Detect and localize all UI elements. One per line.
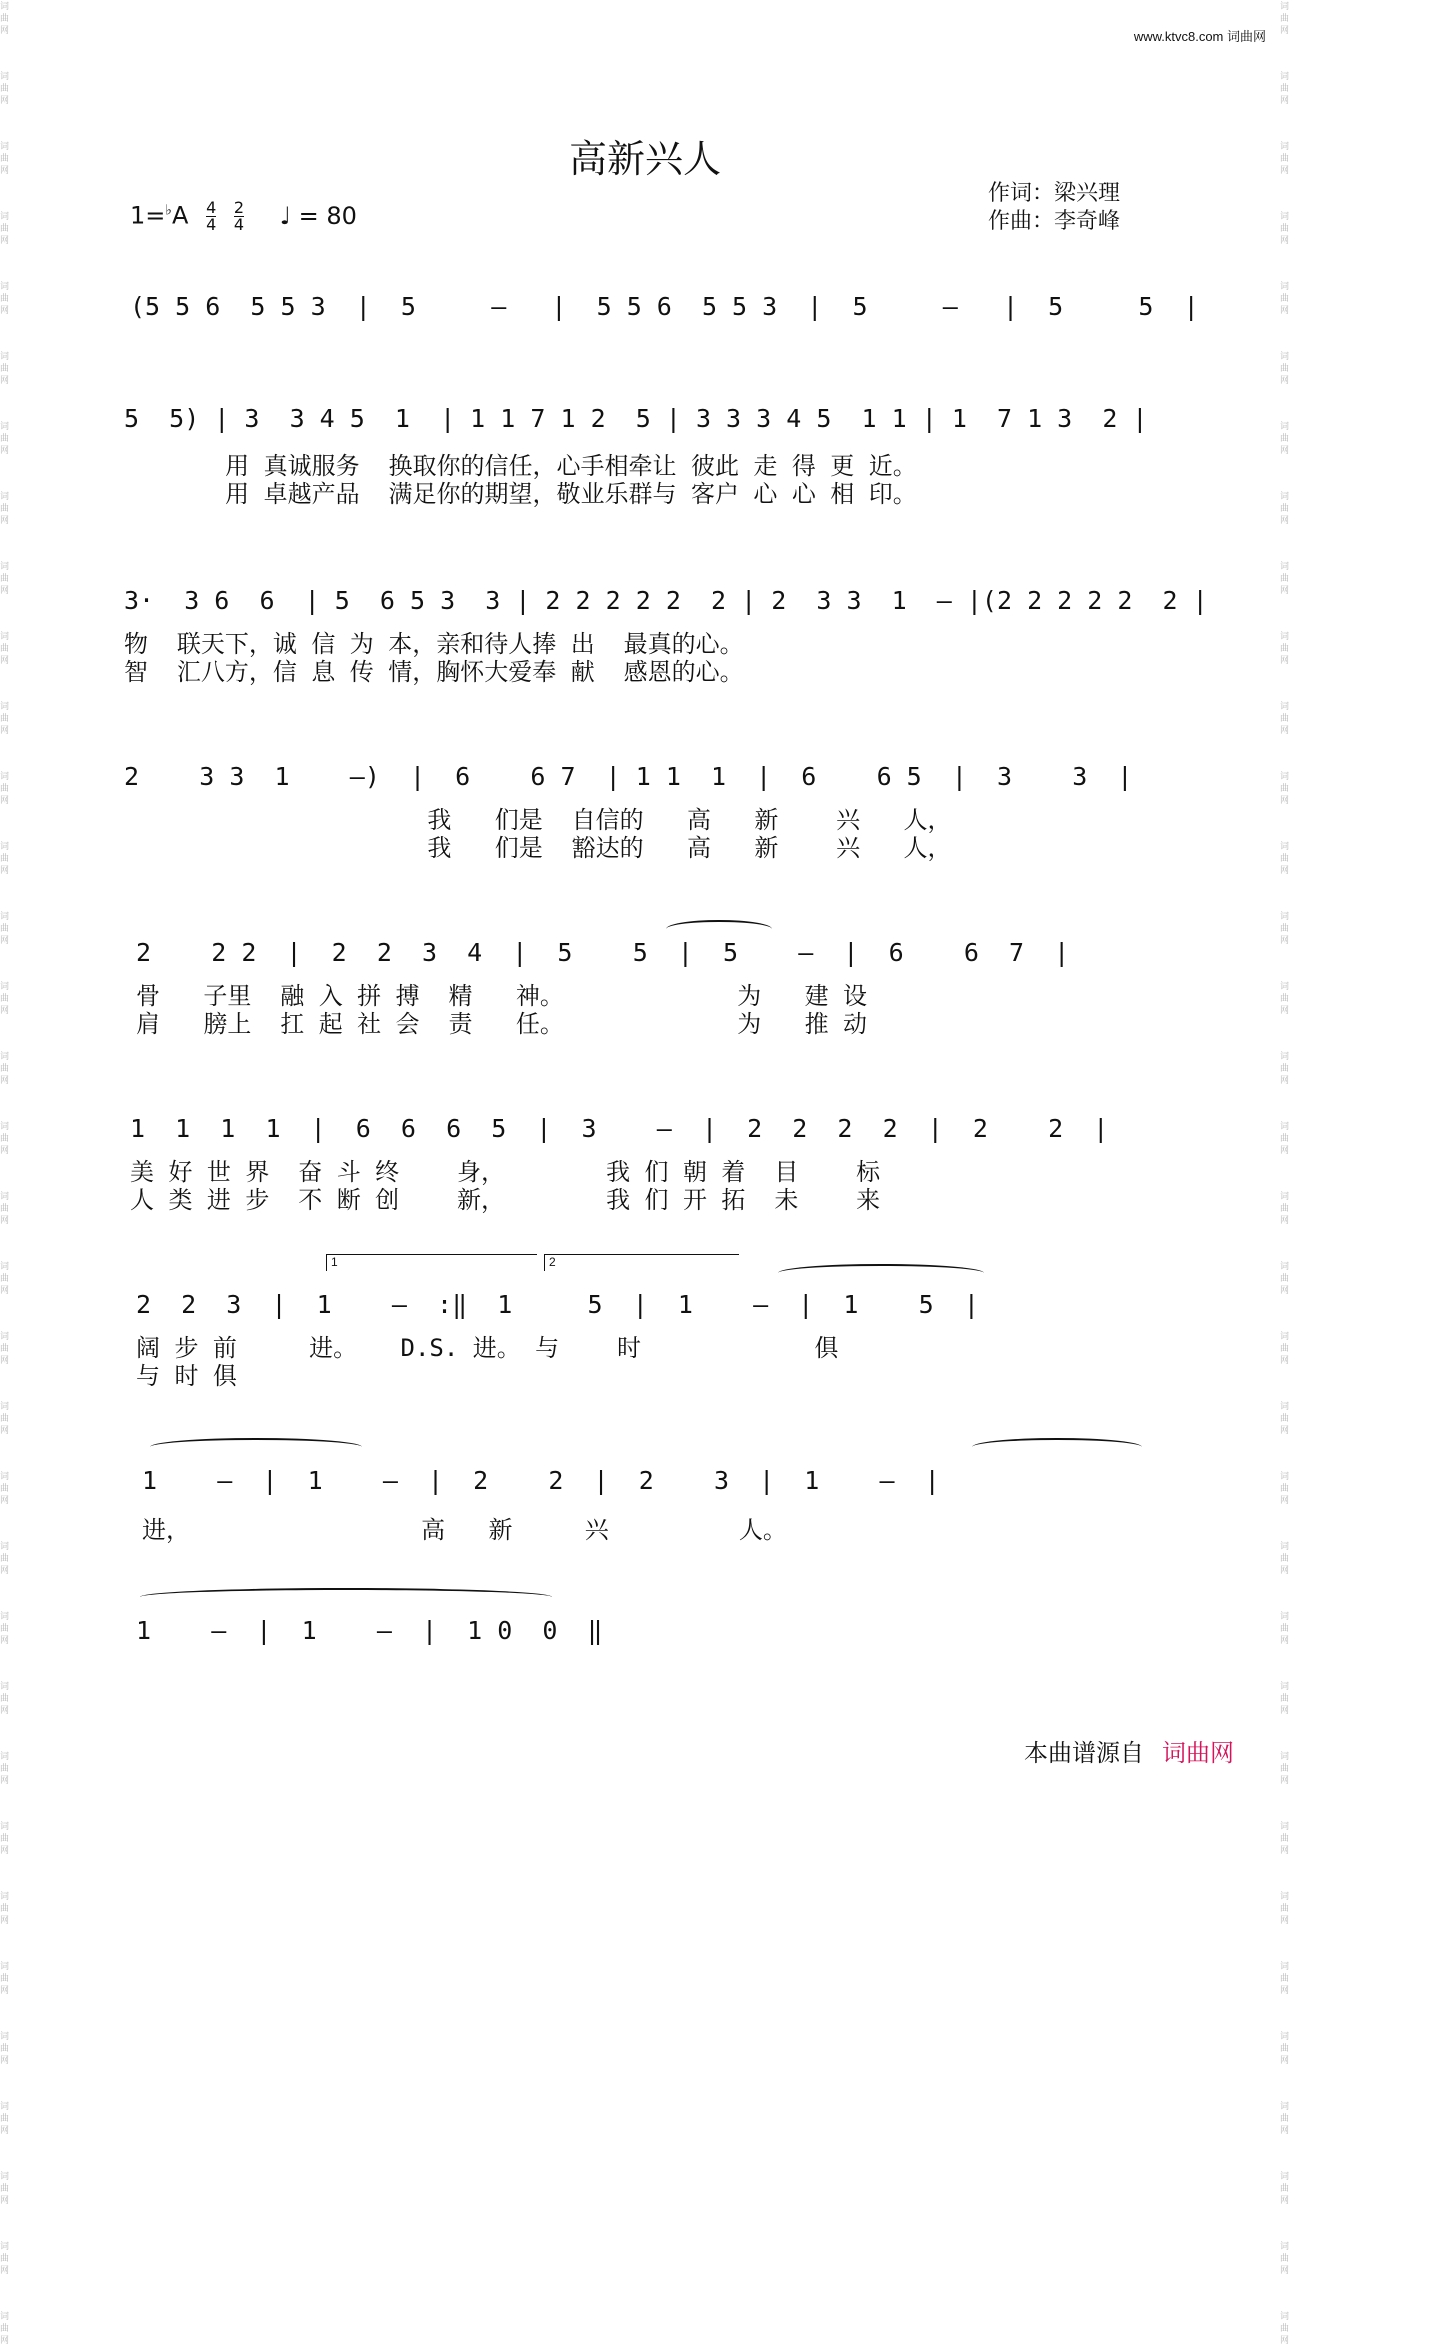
notes-line: 5 5) | 3 3 4 5 1 | 1 1 7 1 2 5 | 3 3 3 4 5 1 1 | 1 7 1 3 2 | (124, 404, 1148, 433)
time-signature-1: $\frac{4}{4}$ (206, 198, 217, 234)
source-label: 本曲谱源自 (1024, 1739, 1144, 1767)
notes-line: 1 — | 1 — | 2 2 | 2 3 | 1 — | (142, 1466, 940, 1495)
composer: 作曲：李奇峰 (988, 209, 1121, 234)
song-title: 高新兴人 (568, 137, 721, 181)
lyrics-verse-2: 我 们是 豁达的 高 新 兴 人， (124, 834, 952, 862)
time-signature-2: $\frac{2}{4}$ (233, 198, 245, 234)
notes-line: 2 2 2 | 2 2 3 4 | 5 5 | 5 — | 6 6 7 | (136, 938, 1070, 967)
lyrics-verse-2: 智 汇八方，信 息 传 情，胸怀大爱奉 献 感恩的心。 (124, 658, 744, 686)
key-signature: 1=♭A $\frac{4}{4}$ $\frac{2}{4}$ ♩ = 80 (130, 198, 357, 234)
tie-arc (778, 1264, 984, 1282)
tempo-mark: ♩ = 80 (279, 201, 357, 230)
lyrics-verse-1: 阔 步 前 进。 D.S. 进。 与 时 俱 (136, 1334, 839, 1362)
lyrics-verse-1: 进， 高 新 兴 人。 (142, 1516, 787, 1544)
lyricist: 作词：梁兴理 (988, 181, 1121, 206)
lyrics-verse-1: 用 真诚服务 换取你的信任，心手相牵让 彼此 走 得 更 近。 (124, 452, 917, 480)
lyrics-verse-1: 骨 子里 融 入 拼 搏 精 神。 为 建 设 (136, 982, 868, 1010)
watermark-left-strip: 词曲网 词曲网 词曲网 词曲网 词曲网 词曲网 词曲网 词曲网 词曲网 词曲网 词曲网 词曲网 词曲网 词曲网 词曲网 词曲网 词曲网 词曲网 词曲网 词曲网 词曲网 词曲网 词曲网 词曲网 词曲网 词曲网 词曲网 词曲网 词曲网 词曲网 词曲网 词曲网 词曲网 词曲网 (0, 1, 10, 2345)
notes-line: 3· 3 6 6 | 5 6 5 3 3 | 2 2 2 2 2 2 | 2 3 3 1 — |(2 2 2 2 2 2 | (124, 586, 1208, 615)
lyrics-verse-1: 我 们是 自信的 高 新 兴 人， (124, 806, 952, 834)
notes-line: 1 — | 1 — | 1 0 0 ‖ (136, 1616, 603, 1645)
notes-line: 2 3 3 1 —) | 6 6 7 | 1 1 1 | 6 6 5 | 3 3 | (124, 762, 1133, 791)
volta-2: 2 (544, 1254, 739, 1271)
credits (988, 180, 1120, 236)
lyrics-verse-2: 人 类 进 步 不 断 创 新， 我 们 开 拓 未 来 (130, 1186, 881, 1214)
watermark-right-strip: 词曲网 词曲网 词曲网 词曲网 词曲网 词曲网 词曲网 词曲网 词曲网 词曲网 词曲网 词曲网 词曲网 词曲网 词曲网 词曲网 词曲网 词曲网 词曲网 词曲网 词曲网 词曲网 词曲网 词曲网 词曲网 词曲网 词曲网 词曲网 词曲网 词曲网 词曲网 词曲网 词曲网 词曲网 (1280, 1, 1290, 2345)
notes-line: 2 2 3 | 1 — :‖ 1 5 | 1 — | 1 5 | (136, 1290, 979, 1319)
lyrics-verse-2: 用 卓越产品 满足你的期望，敬业乐群与 客户 心 心 相 印。 (124, 480, 917, 508)
tie-arc (140, 1588, 552, 1606)
lyrics-verse-2: 肩 膀上 扛 起 社 会 责 任。 为 推 动 (136, 1010, 868, 1038)
source-footer (1024, 1733, 1234, 1768)
lyrics-verse-1: 物 联天下，诚 信 为 本，亲和待人捧 出 最真的心。 (124, 630, 744, 658)
lyrics-verse-2: 与 时 俱 (136, 1362, 237, 1390)
brand-link[interactable]: 词曲网 (1162, 1739, 1234, 1767)
tie-arc (150, 1438, 362, 1456)
notes-line: 1 1 1 1 | 6 6 6 5 | 3 — | 2 2 2 2 | 2 2 | (130, 1114, 1109, 1143)
tie-arc (972, 1438, 1142, 1456)
lyrics-verse-1: 美 好 世 界 奋 斗 终 身， 我 们 朝 着 目 标 (130, 1158, 881, 1186)
flat-sign: ♭ (165, 202, 172, 219)
notes-line: (5 5 6 5 5 3 | 5 — | 5 5 6 5 5 3 | 5 — | 5 5 | (130, 292, 1199, 321)
site-url: www.ktvc8.com 词曲网 (1133, 29, 1266, 44)
tie-arc (666, 920, 772, 938)
volta-1: 1 (326, 1254, 537, 1271)
